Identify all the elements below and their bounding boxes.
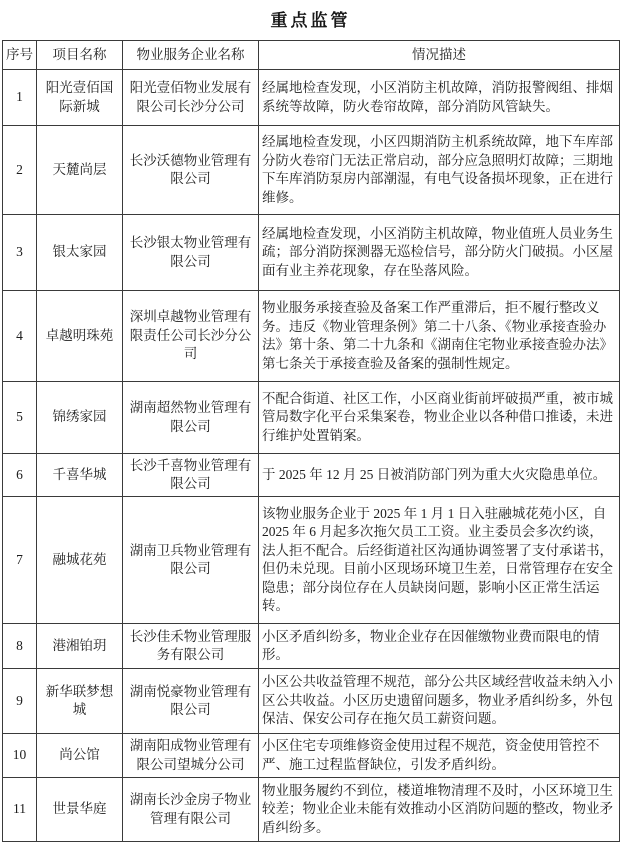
company-name-cell: 深圳卓越物业管理有限责任公司长沙分公司 <box>123 291 259 382</box>
situation-description-cell: 经属地检查发现，小区消防主机故障，物业值班人员业务生疏；部分消防探测器无巡检信号，部分防火门破损。小区屋面有业主养花现象，存在坠落风险。 <box>259 215 620 291</box>
row-number-cell: 6 <box>3 454 37 497</box>
table-row <box>3 669 620 734</box>
table-row <box>3 624 620 669</box>
situation-description-cell: 小区住宅专项维修资金使用过程不规范，资金使用管控不严、施工过程监督缺位，引发矛盾纠纷。 <box>259 734 620 778</box>
project-name-cell: 银太家园 <box>37 215 123 291</box>
project-name-cell: 世景华庭 <box>37 778 123 842</box>
project-name-cell: 新华联梦想城 <box>37 669 123 734</box>
table-row <box>3 734 620 778</box>
project-name-cell: 天麓尚层 <box>37 126 123 215</box>
company-name-cell: 长沙佳禾物业管理服务有限公司 <box>123 624 259 669</box>
company-name-cell: 长沙千喜物业管理有限公司 <box>123 454 259 497</box>
row-number-cell: 2 <box>3 126 37 215</box>
column-header-no: 序号 <box>3 41 37 70</box>
table-row <box>3 382 620 454</box>
situation-description-cell: 经属地检查发现，小区四期消防主机系统故障，地下车库部分防火卷帘门无法正常启动，部分应急照明灯故障；三期地下车库消防泵房内部潮湿，有电气设备损坏现象，正在进行维修。 <box>259 126 620 215</box>
project-name-cell: 尚公馆 <box>37 734 123 778</box>
project-name-cell: 锦绣家园 <box>37 382 123 454</box>
row-number-cell: 4 <box>3 291 37 382</box>
row-number-cell: 1 <box>3 70 37 126</box>
situation-description-cell: 小区矛盾纠纷多，物业企业存在因催缴物业费而限电的情形。 <box>259 624 620 669</box>
row-number-cell: 8 <box>3 624 37 669</box>
situation-description-cell: 经属地检查发现，小区消防主机故障，消防报警阀组、排烟系统等故障，防火卷帘故障，部分消防风管缺失。 <box>259 70 620 126</box>
company-name-cell: 湖南卫兵物业管理有限公司 <box>123 497 259 624</box>
situation-description-cell: 于 2025 年 12 月 25 日被消防部门列为重大火灾隐患单位。 <box>259 454 620 497</box>
company-name-cell: 湖南阳成物业管理有限公司望城分公司 <box>123 734 259 778</box>
column-header-company: 物业服务企业名称 <box>123 41 259 70</box>
table-row <box>3 291 620 382</box>
situation-description-cell: 该物业服务企业于 2025 年 1 月 1 日入驻融城花苑小区，自 2025 年 6 月起多次拖欠员工工资。业主委员会多次约谈，法人拒不配合。后经街道社区沟通协调签署了支付承诺书，但仍未兑现。目前小区现场环境卫生差，日常管理存在安全隐患；部分岗位存在人员缺岗问题，影响小区正常生活运转。 <box>259 497 620 624</box>
situation-description-cell: 小区公共收益管理不规范，部分公共区域经营收益未纳入小区公共收益。小区历史遗留问题多，物业矛盾纠纷多，外包保洁、保安公司存在拖欠员工薪资问题。 <box>259 669 620 734</box>
row-number-cell: 7 <box>3 497 37 624</box>
table-row <box>3 70 620 126</box>
page-title: 重点监管 <box>270 11 351 30</box>
company-name-cell: 湖南悦豪物业管理有限公司 <box>123 669 259 734</box>
supervision-table <box>2 40 620 842</box>
project-name-cell: 卓越明珠苑 <box>37 291 123 382</box>
company-name-cell: 湖南长沙金房子物业管理有限公司 <box>123 778 259 842</box>
company-name-cell: 阳光壹佰物业发展有限公司长沙分公司 <box>123 70 259 126</box>
company-name-cell: 长沙沃德物业管理有限公司 <box>123 126 259 215</box>
table-row <box>3 126 620 215</box>
column-header-project: 项目名称 <box>37 41 123 70</box>
project-name-cell: 港湘铂玥 <box>37 624 123 669</box>
table-row <box>3 497 620 624</box>
row-number-cell: 5 <box>3 382 37 454</box>
company-name-cell: 长沙银太物业管理有限公司 <box>123 215 259 291</box>
row-number-cell: 3 <box>3 215 37 291</box>
project-name-cell: 融城花苑 <box>37 497 123 624</box>
project-name-cell: 阳光壹佰国际新城 <box>37 70 123 126</box>
company-name-cell: 湖南超然物业管理有限公司 <box>123 382 259 454</box>
table-row <box>3 454 620 497</box>
table-row <box>3 215 620 291</box>
row-number-cell: 9 <box>3 669 37 734</box>
situation-description-cell: 物业服务承接查验及备案工作严重滞后，拒不履行整改义务。违反《物业管理条例》第二十八条、《物业承接查验办法》第十条、第二十九条和《湖南住宅物业承接查验办法》第七条关于承接查验及备案的强制性规定。 <box>259 291 620 382</box>
project-name-cell: 千喜华城 <box>37 454 123 497</box>
row-number-cell: 11 <box>3 778 37 842</box>
situation-description-cell: 不配合街道、社区工作，小区商业街前坪破损严重，被市城管局数字化平台采集案卷，物业企业以各种借口推诿，未进行维护处置销案。 <box>259 382 620 454</box>
table-row <box>3 778 620 842</box>
header-row <box>3 41 620 70</box>
column-header-description: 情况描述 <box>259 41 620 70</box>
situation-description-cell: 物业服务履约不到位，楼道堆物清理不及时，小区环境卫生较差；物业企业未能有效推动小区消防问题的整改，物业矛盾纠纷多。 <box>259 778 620 842</box>
table-body <box>3 70 620 842</box>
row-number-cell: 10 <box>3 734 37 778</box>
